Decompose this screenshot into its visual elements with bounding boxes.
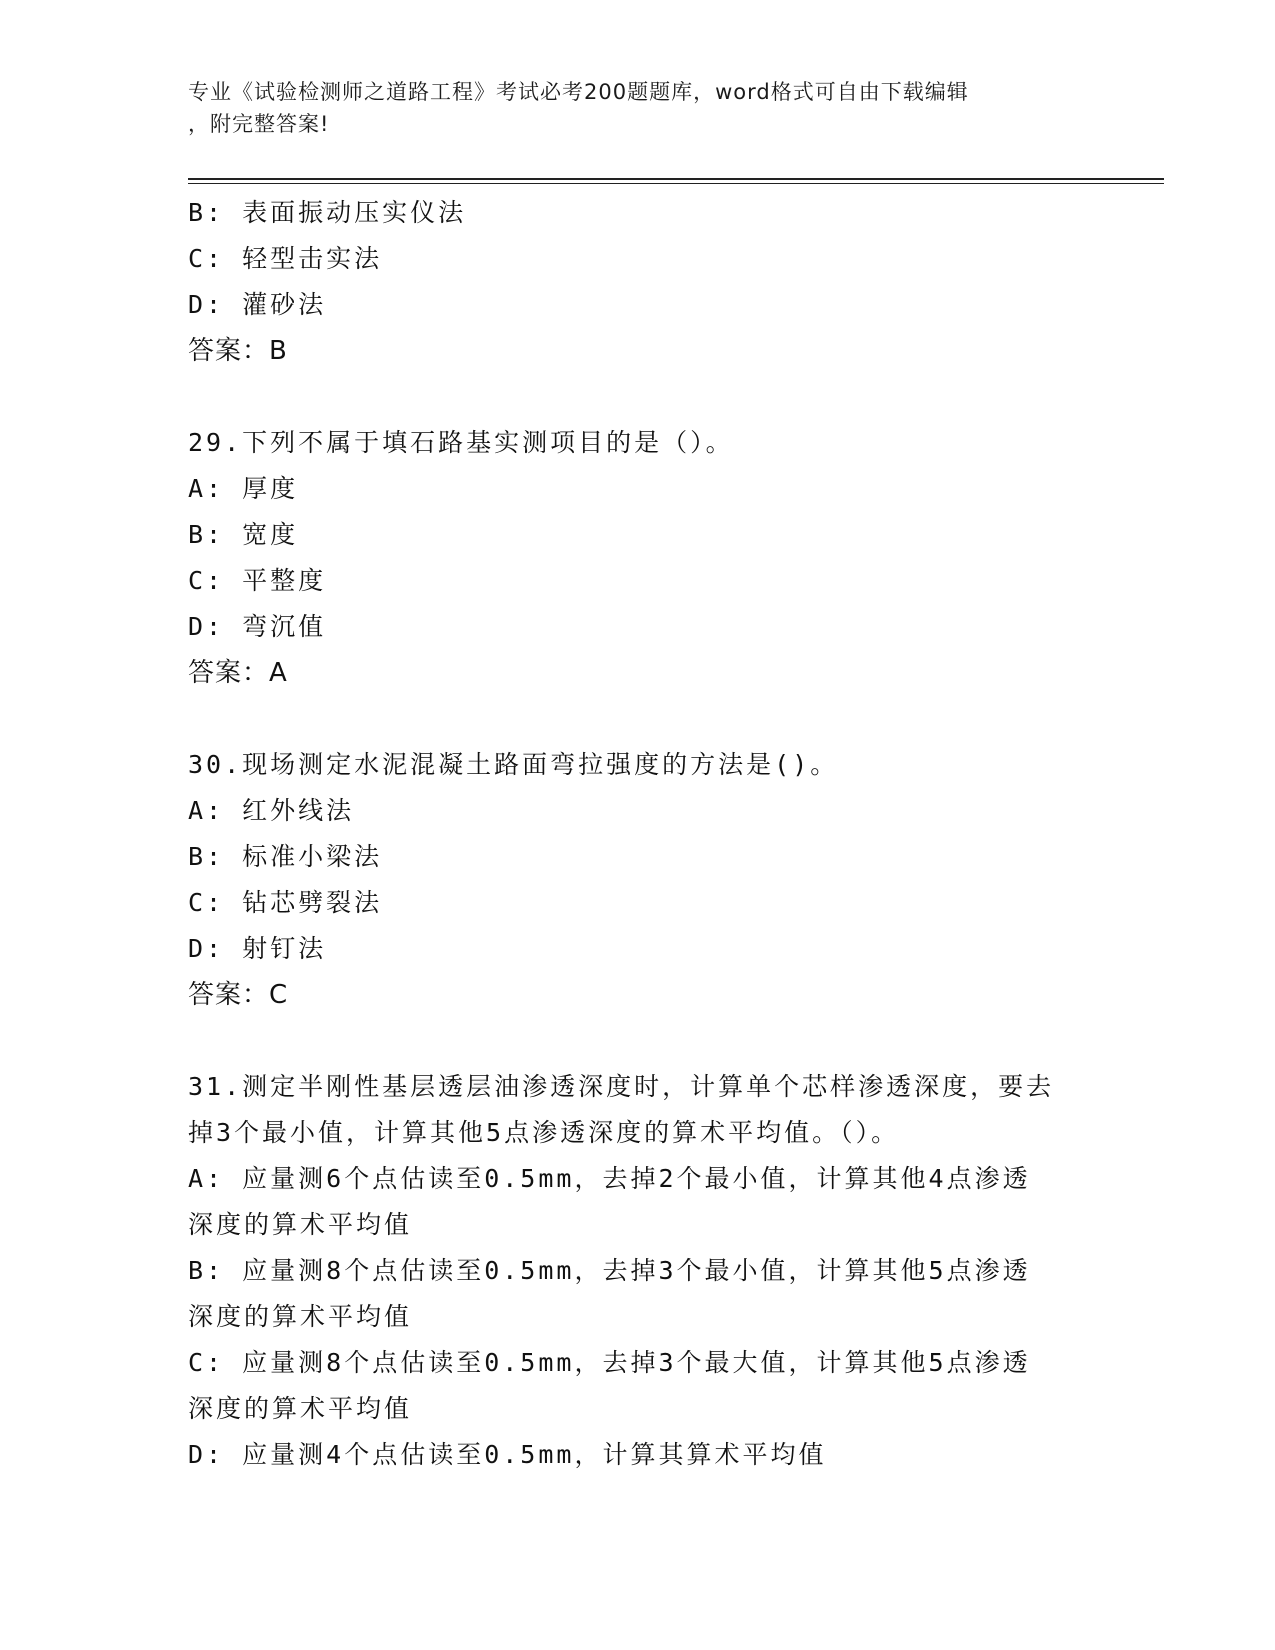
option-c: C: 平整度 (188, 566, 327, 595)
option-d: D: 弯沉值 (188, 612, 327, 641)
question-text: 30.现场测定水泥混凝土路面弯拉强度的方法是()。 (188, 750, 839, 779)
option-c-line-2: 深度的算术平均值 (188, 1394, 413, 1423)
option-c-line-1: C: 应量测8个点估读至0.5mm，去掉3个最大值，计算其他5点渗透 (188, 1348, 1031, 1377)
option-a: A: 厚度 (188, 474, 299, 503)
option-b: B: 宽度 (188, 520, 299, 549)
header-line-2: ，附完整答案! (188, 112, 330, 136)
question-text-line-2: 掉3个最小值，计算其他5点渗透深度的算术平均值。（）。 (188, 1118, 900, 1147)
option-c: C: 钻芯劈裂法 (188, 888, 383, 917)
option-a-line-2: 深度的算术平均值 (188, 1210, 413, 1239)
option-d: D: 应量测4个点估读至0.5mm，计算其算术平均值 (188, 1440, 827, 1469)
answer: 答案：B (188, 336, 288, 366)
answer: 答案：A (188, 658, 288, 688)
question-31 (188, 1064, 1088, 1478)
option-b: B: 标准小梁法 (188, 842, 383, 871)
question-text-line-1: 31.测定半刚性基层透层油渗透深度时，计算单个芯样渗透深度，要去 (188, 1072, 1055, 1101)
option-b-line-2: 深度的算术平均值 (188, 1302, 413, 1331)
option-d: D: 灌砂法 (188, 290, 327, 319)
header-line-1: 专业《试验检测师之道路工程》考试必考200题题库，word格式可自由下载编辑 (188, 80, 969, 104)
option-d: D: 射钉法 (188, 934, 327, 963)
option-a: A: 红外线法 (188, 796, 355, 825)
question-28-continued (188, 190, 1088, 374)
answer: 答案：C (188, 980, 289, 1010)
option-b: B: 表面振动压实仪法 (188, 198, 467, 227)
document-header (188, 76, 1068, 140)
option-c: C: 轻型击实法 (188, 244, 383, 273)
option-a-line-1: A: 应量测6个点估读至0.5mm，去掉2个最小值，计算其他4点渗透 (188, 1164, 1031, 1193)
question-30 (188, 742, 1088, 1018)
header-rule-thick (188, 178, 1164, 180)
question-29 (188, 420, 1088, 696)
question-list (188, 190, 1088, 1478)
question-text: 29.下列不属于填石路基实测项目的是（）。 (188, 428, 734, 457)
option-b-line-1: B: 应量测8个点估读至0.5mm，去掉3个最小值，计算其他5点渗透 (188, 1256, 1031, 1285)
header-rule-thin (188, 183, 1164, 184)
